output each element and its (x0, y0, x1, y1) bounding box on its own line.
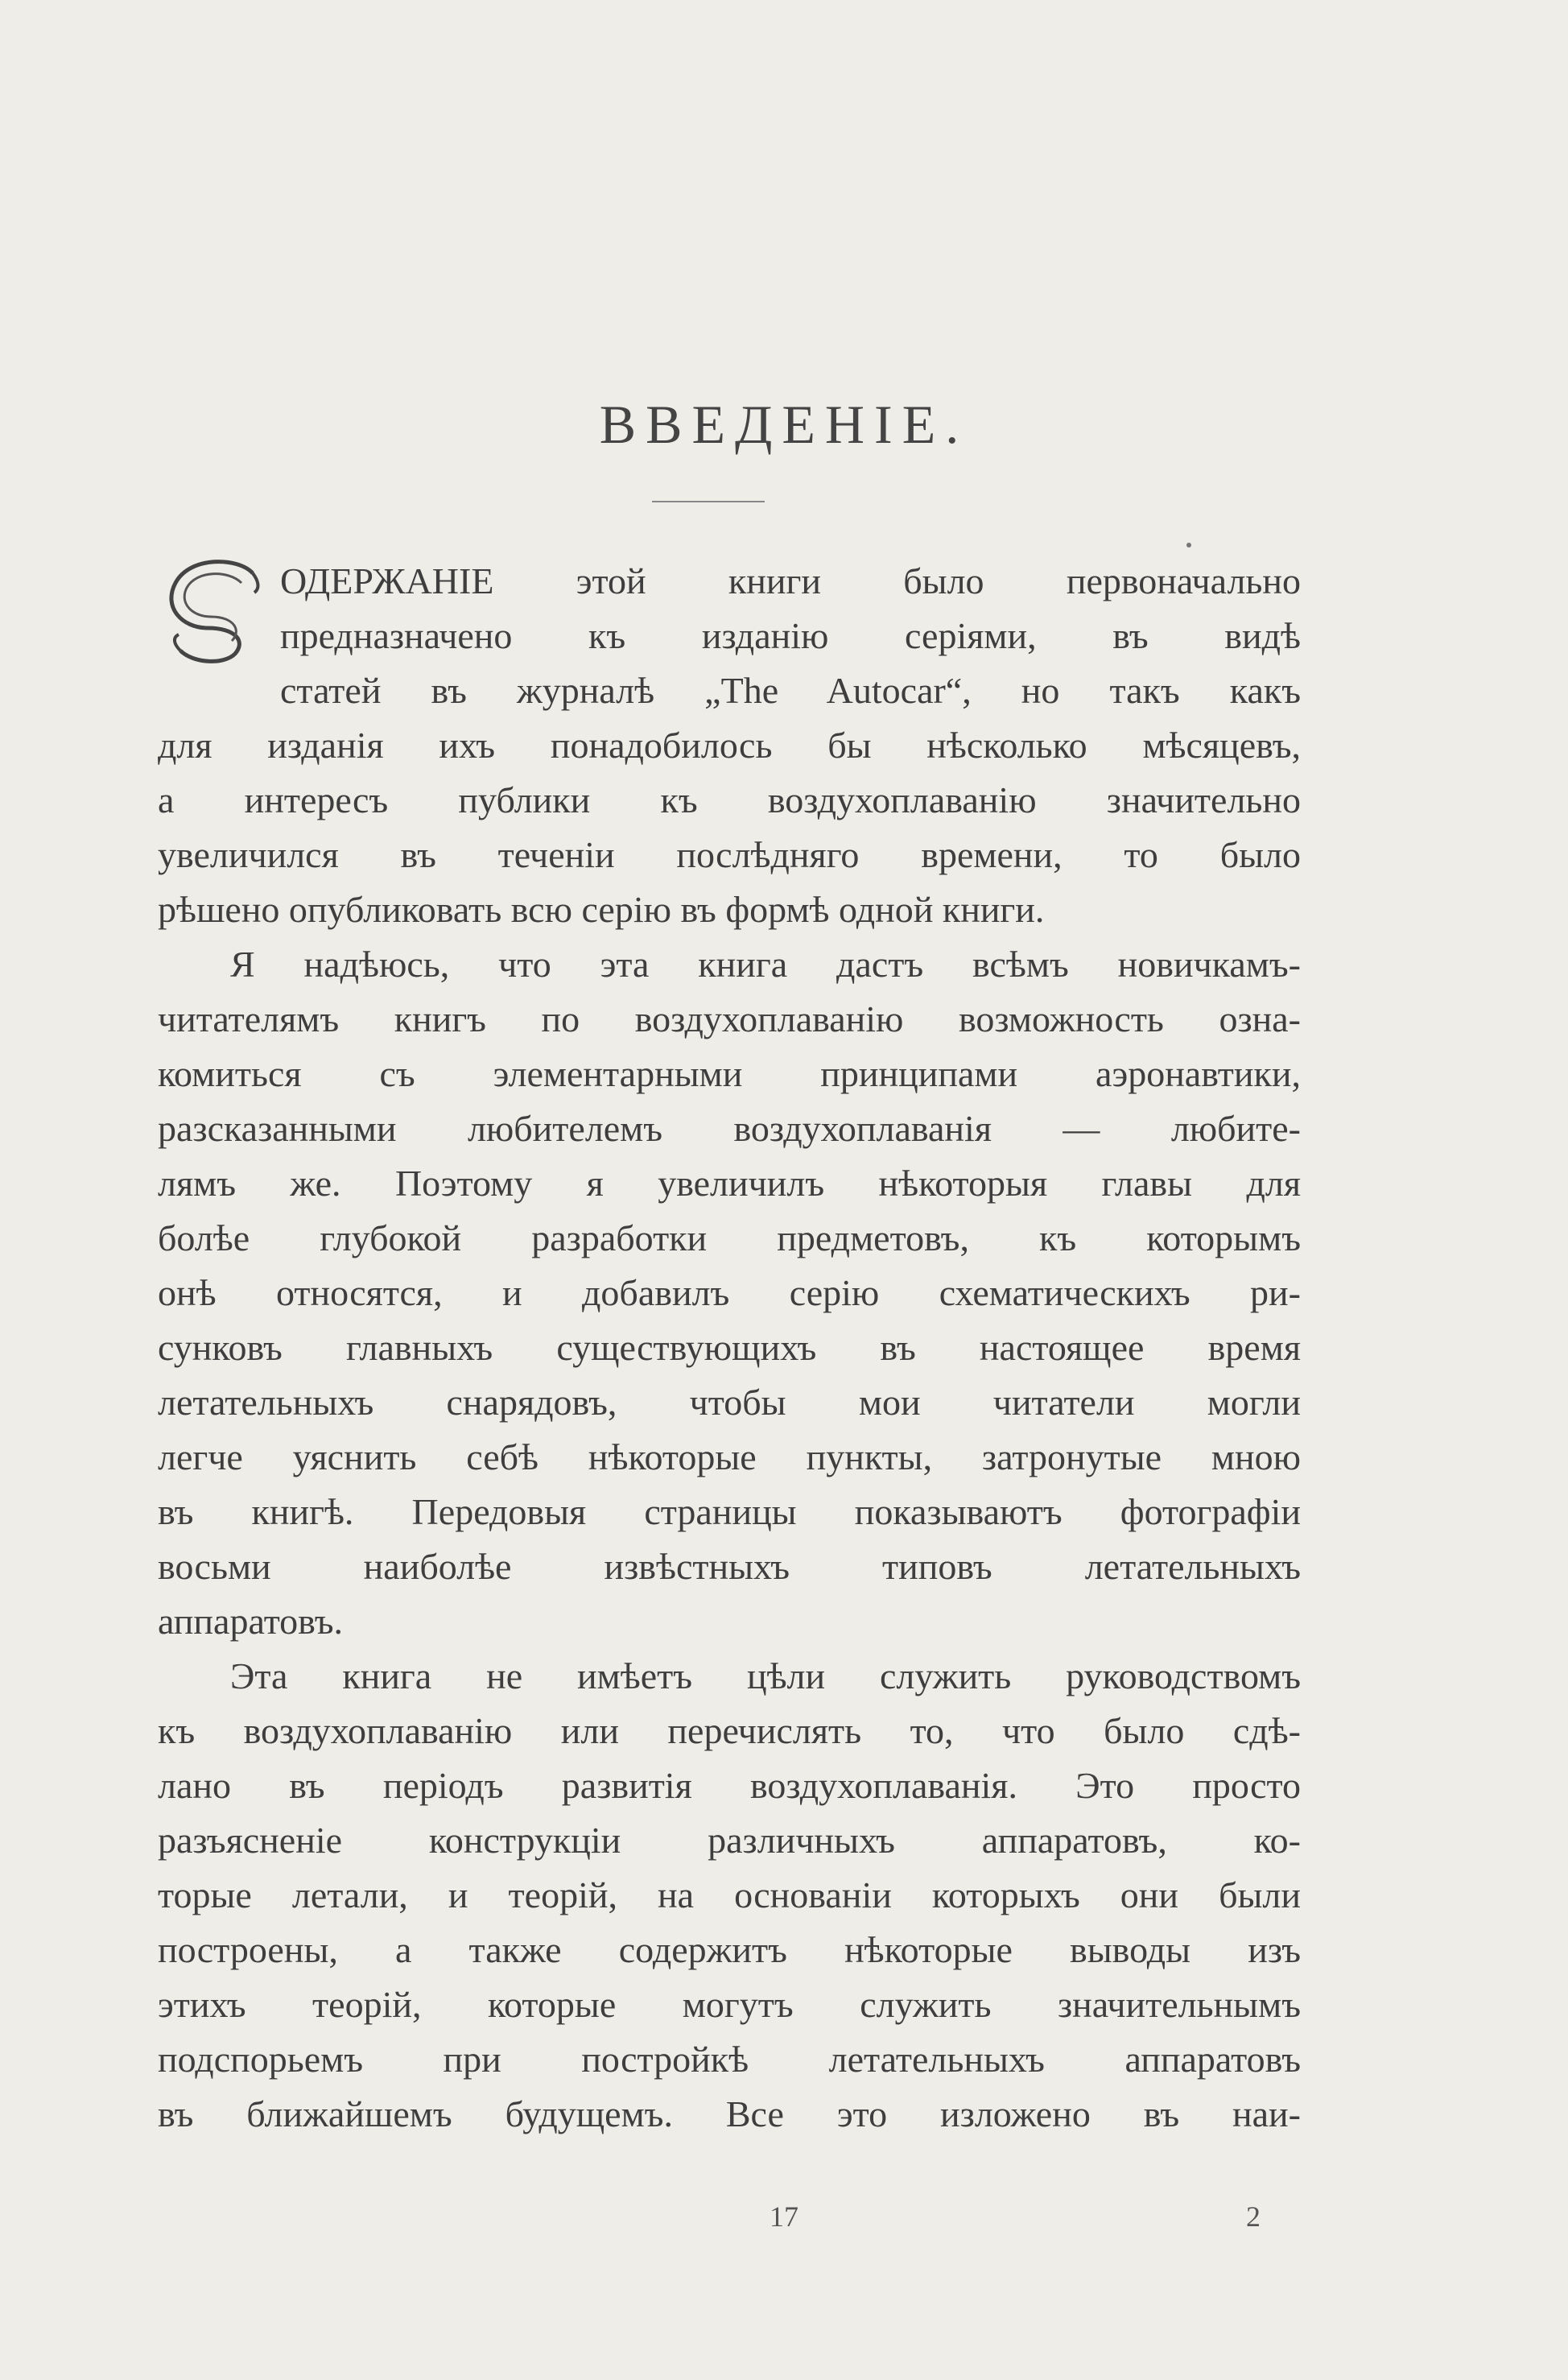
chapter-heading: ВВЕДЕНІЕ. (599, 394, 969, 455)
text-line: въ ближайшемъ будущемъ. Все это изложено въ наи- (158, 2093, 1301, 2134)
text-line: читателямъ книгъ по воздухоплаванію возможность озна- (158, 998, 1301, 1039)
text-line: этихъ теорій, которые могутъ служить значительнымъ (158, 1984, 1301, 2025)
text-line: разъясненіе конструкціи различныхъ аппаратовъ, ко- (158, 1820, 1301, 1861)
text-line: статей въ журналѣ „The Autocar“, но такъ какъ (280, 670, 1301, 711)
text-line: Эта книга не имѣетъ цѣли служить руководствомъ (230, 1655, 1301, 1696)
page-number: 17 (770, 2200, 798, 2233)
text-line: сунковъ главныхъ существующихъ въ настоящее время (158, 1327, 1301, 1368)
heading-rule (652, 501, 765, 502)
text-line: ОДЕРЖАНІЕ этой книги было первоначально (280, 560, 1301, 601)
drop-cap-s-ornament (158, 551, 275, 668)
text-line: лано въ періодъ развитія воздухоплаванія. Это просто (158, 1765, 1301, 1806)
paragraph-3 (158, 1649, 1301, 2142)
text-line: комиться съ элементарными принципами аэронавтики, (158, 1053, 1301, 1094)
text-line: летательныхъ снарядовъ, чтобы мои читатели могли (158, 1382, 1301, 1423)
text-line: подспорьемъ при постройкѣ летательныхъ аппаратовъ (158, 2039, 1301, 2080)
text-line: торые летали, и теорій, на основаніи которыхъ они были (158, 1874, 1301, 1915)
text-line: Я надѣюсь, что эта книга дастъ всѣмъ новичкамъ- (230, 944, 1301, 985)
text-line: для изданія ихъ понадобилось бы нѣсколько мѣсяцевъ, (158, 725, 1301, 766)
text-line: а интересъ публики къ воздухоплаванію значительно (158, 779, 1301, 820)
text-line: увеличился въ теченіи послѣдняго времени, то было (158, 834, 1301, 875)
text-line: разсказанными любителемъ воздухоплаванія — любите- (158, 1108, 1301, 1149)
text-line: восьми наиболѣе извѣстныхъ типовъ летательныхъ (158, 1546, 1301, 1587)
text-line: предназначено къ изданію серіями, въ видѣ (280, 615, 1301, 656)
text-line: болѣе глубокой разработки предметовъ, къ которымъ (158, 1217, 1301, 1258)
paragraph-1 (158, 554, 1301, 937)
text-line: въ книгѣ. Передовыя страницы показываютъ фотографіи (158, 1491, 1301, 1532)
ink-speck (1186, 543, 1191, 547)
paragraph-2 (158, 937, 1301, 1649)
signature-mark: 2 (1246, 2200, 1261, 2233)
body-text (158, 554, 1301, 2142)
text-line: аппаратовъ. (158, 1601, 344, 1642)
text-line: построены, а также содержитъ нѣкоторые выводы изъ (158, 1929, 1301, 1970)
text-line: къ воздухоплаванію или перечислять то, что было сдѣ- (158, 1710, 1301, 1751)
text-line: легче уяснить себѣ нѣкоторые пункты, затронутые мною (158, 1436, 1301, 1477)
text-line: лямъ же. Поэтому я увеличилъ нѣкоторыя главы для (158, 1163, 1301, 1204)
text-line: онѣ относятся, и добавилъ серію схематическихъ ри- (158, 1272, 1301, 1313)
text-line: рѣшено опубликовать всю серію въ формѣ одной книги. (158, 889, 1045, 930)
